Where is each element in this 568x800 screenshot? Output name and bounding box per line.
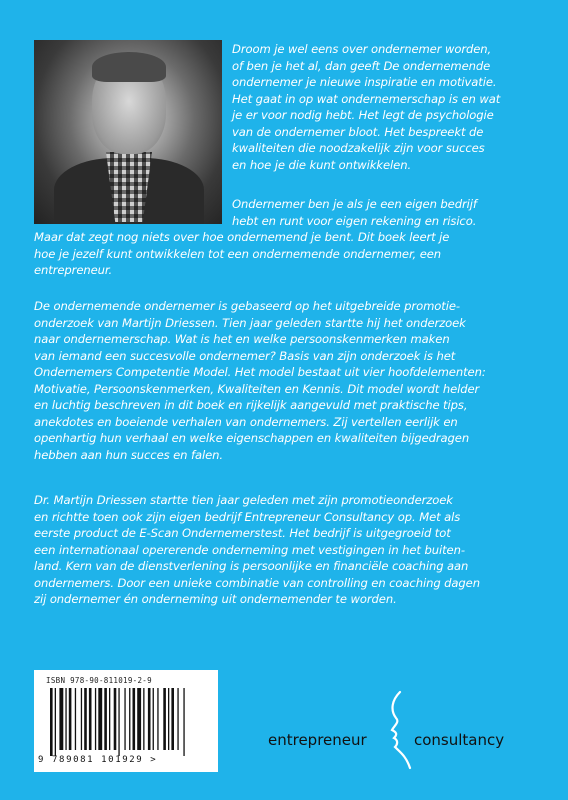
text-line: onderzoek van Martijn Driessen. Tien jaar geleden startte hij het onderzoek	[34, 315, 466, 330]
intro-paragraph	[232, 41, 542, 173]
text-line: hebt en runt voor eigen rekening en risico.	[232, 213, 477, 228]
text-line: Ondernemer ben je als je een eigen bedrijf	[232, 197, 477, 211]
text-line: openhartig hun verhaal en welke eigenschappen en kwaliteiten bijgedragen	[34, 431, 470, 445]
text-line: Ondernemers Competentie Model. Het model bestaat uit vier hoofdelementen:	[34, 365, 486, 379]
text-line: Het gaat in op wat ondernemerschap is en wat	[232, 91, 501, 106]
text-line: Dr. Martijn Driessen startte tien jaar geleden met zijn promotieonderzoek	[34, 493, 453, 507]
text-line: Motivatie, Persoonskenmerken, Kwaliteiten en Kennis. Dit model wordt helder	[34, 381, 480, 396]
logo-word-consultancy: consultancy	[414, 731, 505, 749]
research-paragraph	[34, 298, 539, 463]
text-line: en luchtig beschreven in dit boek en rijkelijk aangevuld met praktische tips,	[34, 398, 468, 412]
text-line: en hoe je die kunt ontwikkelen.	[232, 157, 412, 172]
text-line: De ondernemende ondernemer is gebaseerd op het uitgebreide promotie-	[34, 299, 460, 313]
author-bio-paragraph	[34, 492, 539, 608]
text-line: zij ondernemer én onderneming uit ondernemender te worden.	[34, 592, 397, 606]
text-line: van de ondernemer bloot. Het bespreekt de	[232, 124, 484, 139]
face-profile-icon	[386, 690, 416, 770]
text-line: Droom je wel eens over ondernemer worden,	[232, 42, 492, 56]
text-line: ondernemer je nieuwe inspiratie en motivatie.	[232, 75, 497, 89]
author-photo	[34, 40, 222, 224]
text-line: eerste product de E-Scan Ondernemerstest. Het bedrijf is uitgegroeid tot	[34, 526, 451, 540]
text-line: land. Kern van de dienstverlening is persoonlijke en financiële coaching aan	[34, 559, 469, 573]
text-line: ondernemers. Door een unieke combinatie van controlling en coaching dagen	[34, 575, 480, 590]
text-line: van iemand een succesvolle ondernemer? Basis van zijn onderzoek is het	[34, 348, 456, 363]
text-line: kwaliteiten die noodzakelijk zijn voor succes	[232, 141, 485, 155]
text-line: naar ondernemerschap. Wat is het en welke persoonskenmerken maken	[34, 332, 450, 346]
publisher-logo	[268, 690, 538, 770]
text-line: en richtte toen ook zijn eigen bedrijf Entrepreneur Consultancy op. Met als	[34, 509, 461, 524]
definition-paragraph	[232, 196, 542, 229]
text-line: entrepreneur.	[34, 263, 113, 277]
text-line: een internationaal opererende onderneming met vestigingen in het buiten-	[34, 542, 465, 557]
barcode-digits: 9 789081 101929 >	[38, 755, 158, 765]
barcode-box	[34, 670, 218, 772]
definition-continuation	[34, 229, 539, 279]
isbn-label: ISBN 978-90-811019-2-9	[46, 676, 152, 685]
text-line: Maar dat zegt nog niets over hoe ondernemend je bent. Dit boek leert je	[34, 230, 450, 244]
barcode-icon	[48, 688, 204, 756]
text-line: hoe je jezelf kunt ontwikkelen tot een ondernemende ondernemer, een	[34, 246, 442, 261]
logo-word-entrepreneur: entrepreneur	[268, 731, 367, 749]
text-line: je er voor nodig hebt. Het legt de psychologie	[232, 108, 494, 122]
text-line: hebben aan hun succes en falen.	[34, 447, 223, 462]
text-line: of ben je het al, dan geeft De ondernemende	[232, 58, 491, 73]
text-line: anekdotes en boeiende verhalen van ondernemers. Zij vertellen eerlijk en	[34, 414, 458, 429]
